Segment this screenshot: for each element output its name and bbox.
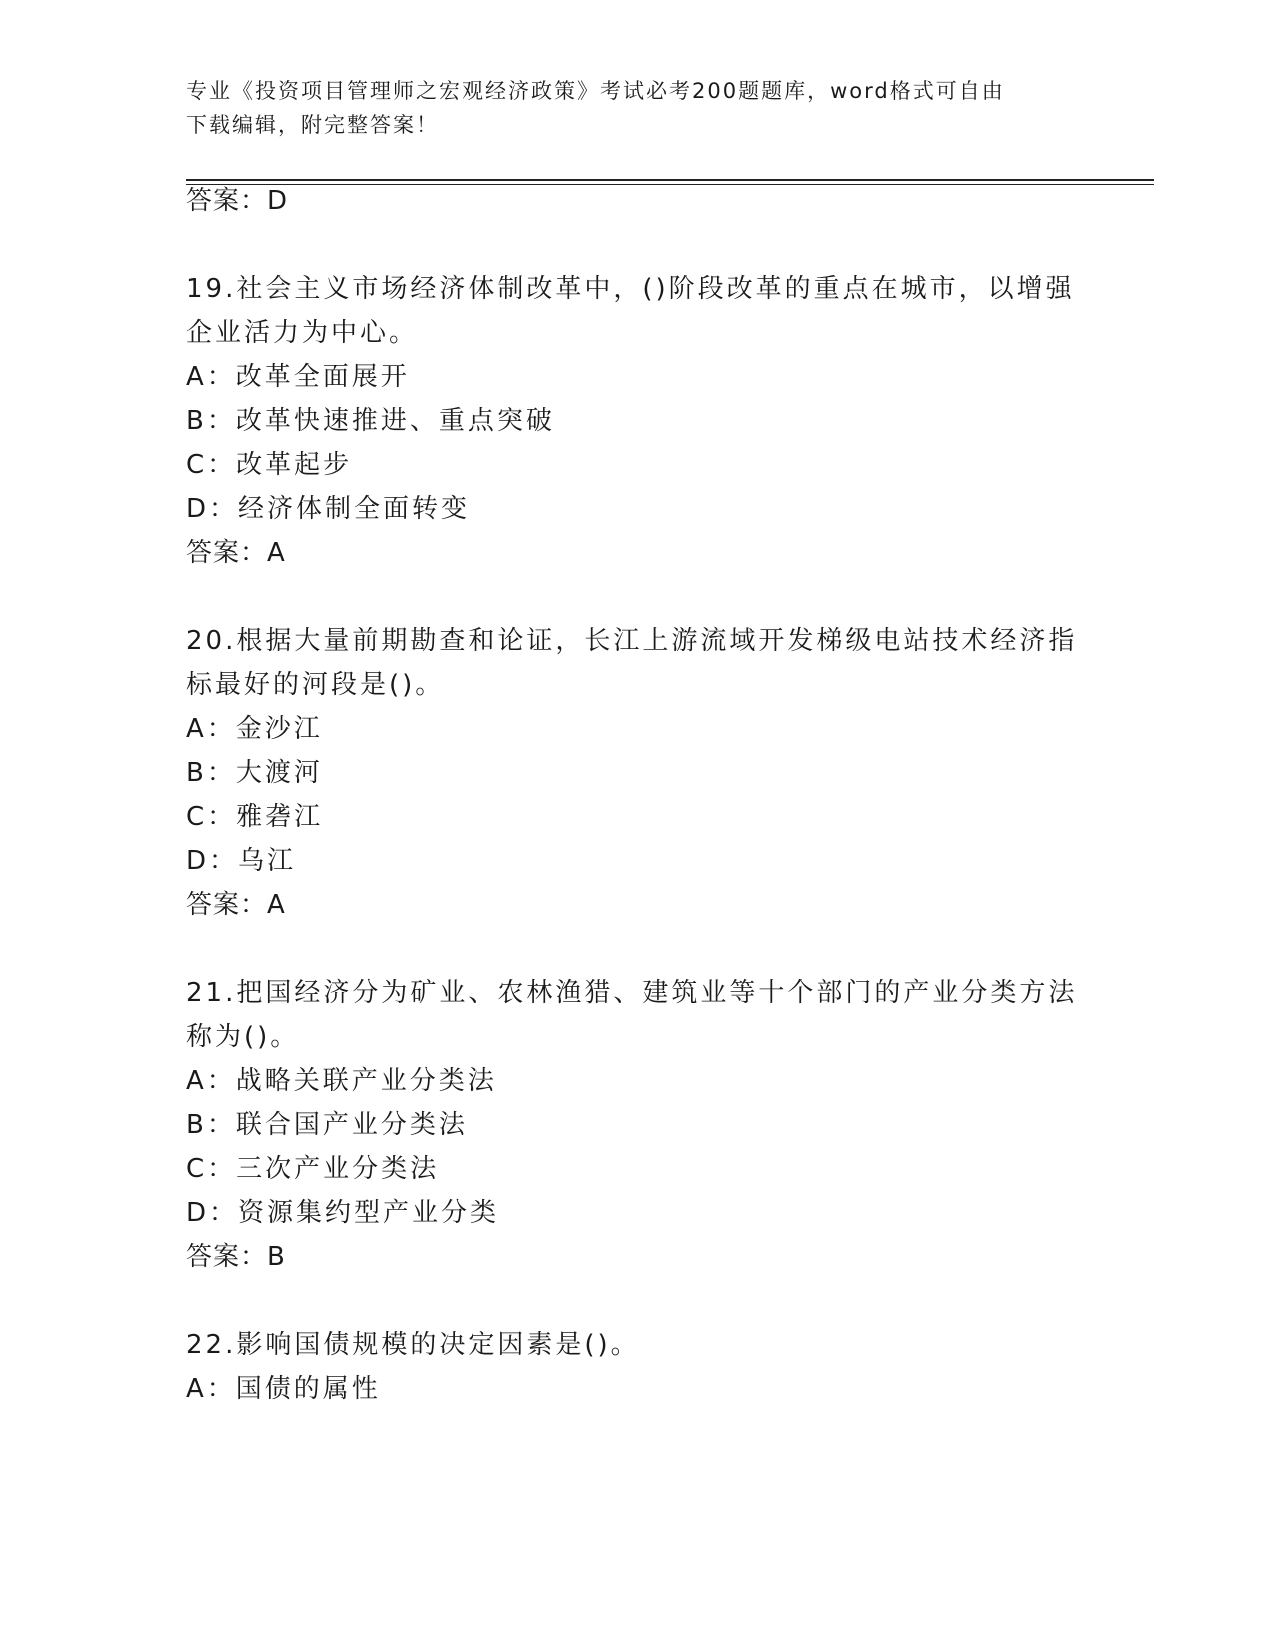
question-21-option-a: A：战略关联产业分类法 <box>186 1066 497 1096</box>
question-19-option-d: D：经济体制全面转变 <box>186 494 471 524</box>
question-21-stem-line-2: 称为()。 <box>186 1022 300 1052</box>
header-line-2: 下载编辑，附完整答案！ <box>186 113 439 137</box>
previous-answer: 答案：D <box>186 186 289 216</box>
question-21-stem-line-1: 21.把国经济分为矿业、农林渔猎、建筑业等十个部门的产业分类方法 <box>186 978 1078 1008</box>
question-19-answer: 答案：A <box>186 538 286 568</box>
question-20-option-b: B：大渡河 <box>186 758 323 788</box>
question-20-stem-line-2: 标最好的河段是()。 <box>186 670 445 700</box>
question-22-stem: 22.影响国债规模的决定因素是()。 <box>186 1330 640 1360</box>
document-header <box>186 74 1066 142</box>
question-21-option-c: C：三次产业分类法 <box>186 1154 440 1184</box>
question-19-stem-line-2: 企业活力为中心。 <box>186 318 419 348</box>
question-22-option-a: A：国债的属性 <box>186 1374 381 1404</box>
question-19-option-a: A：改革全面展开 <box>186 362 410 392</box>
question-21-option-d: D：资源集约型产业分类 <box>186 1198 500 1228</box>
question-21-answer: 答案：B <box>186 1242 286 1272</box>
question-19-option-c: C：改革起步 <box>186 450 353 480</box>
header-rule-thick <box>186 179 1154 181</box>
question-20-option-d: D：乌江 <box>186 846 297 876</box>
question-20-option-c: C：雅砻江 <box>186 802 324 832</box>
question-19-stem-line-1: 19.社会主义市场经济体制改革中，()阶段改革的重点在城市，以增强 <box>186 274 1075 304</box>
question-20-option-a: A：金沙江 <box>186 714 323 744</box>
header-line-1: 专业《投资项目管理师之宏观经济政策》考试必考200题题库，word格式可自由 <box>186 79 1005 103</box>
question-20-answer: 答案：A <box>186 890 286 920</box>
header-rule-thin <box>186 184 1154 185</box>
question-19-option-b: B：改革快速推进、重点突破 <box>186 406 555 436</box>
question-20-stem-line-1: 20.根据大量前期勘查和论证，长江上游流域开发梯级电站技术经济指 <box>186 626 1078 656</box>
question-21-option-b: B：联合国产业分类法 <box>186 1110 468 1140</box>
